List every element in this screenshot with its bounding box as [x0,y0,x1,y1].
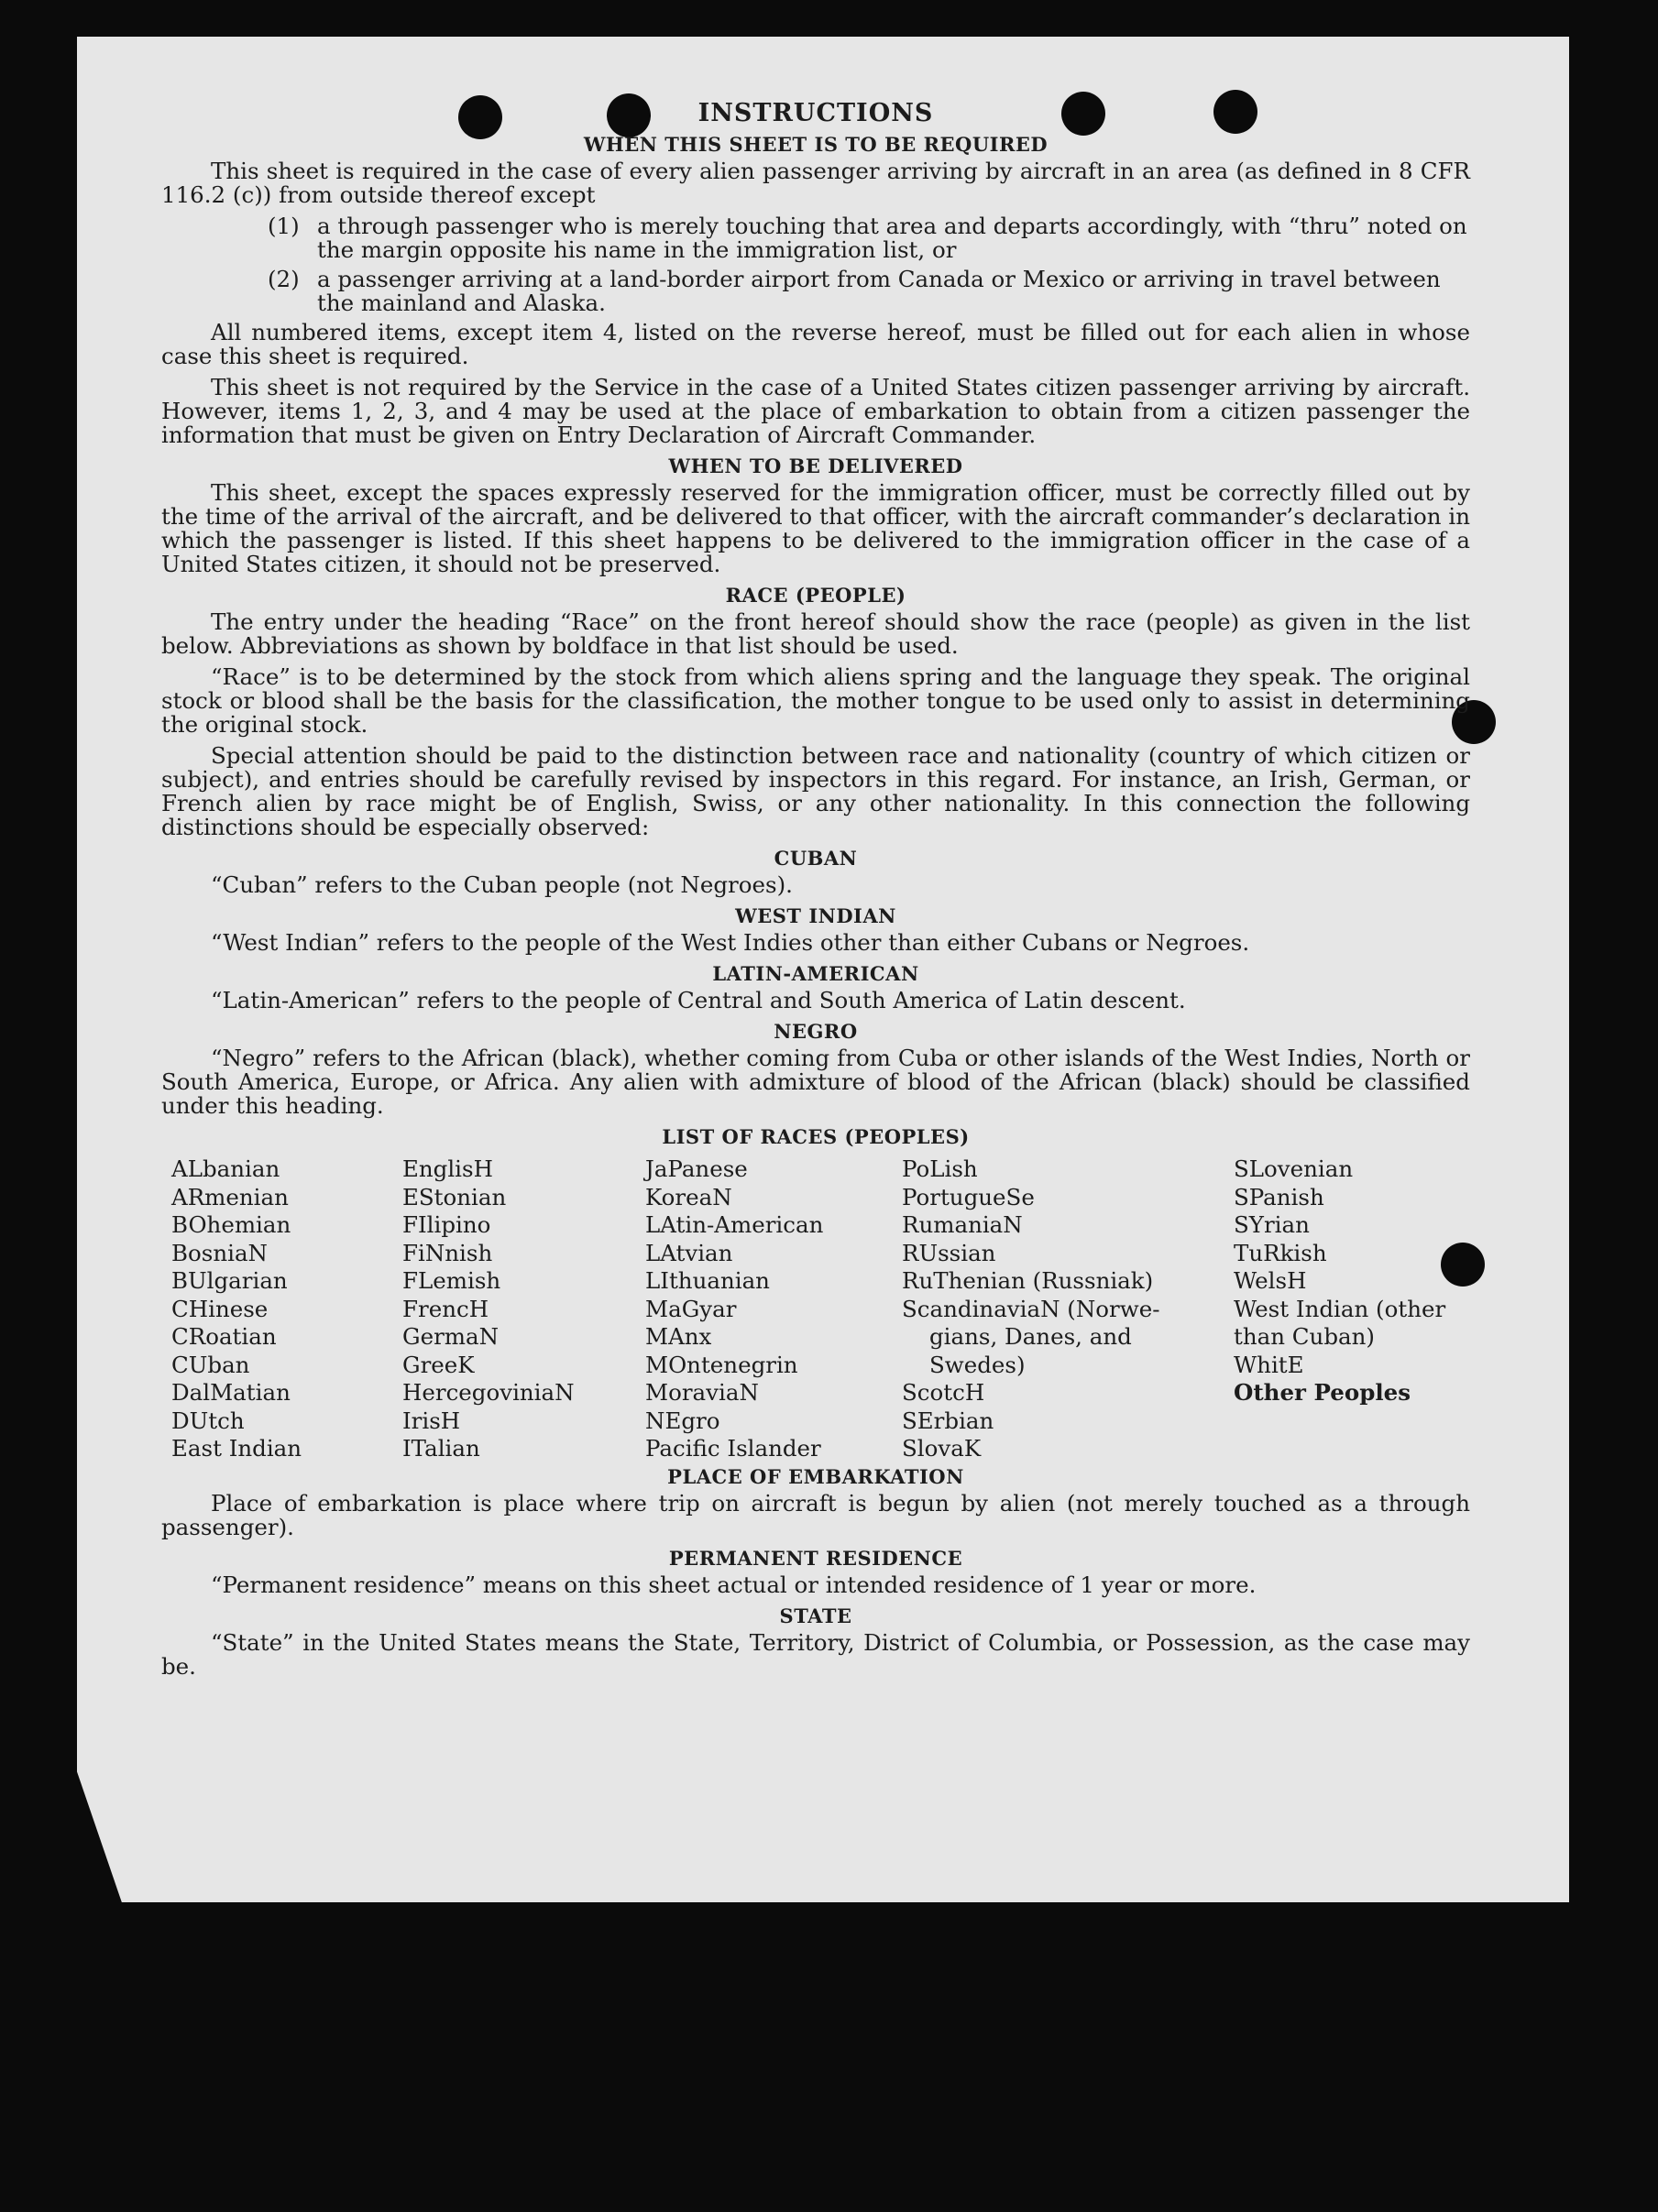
race-entry: ScotcH [902,1379,985,1406]
race-entry: PoLish [902,1155,978,1182]
heading-residence: PERMANENT RESIDENCE [668,1546,963,1570]
heading-list-of-races: LIST OF RACES (PEOPLES) [662,1125,970,1148]
race-entry: ALbanian [171,1155,280,1182]
paragraph-residence: “Permanent residence” means on this sheet actual or intended residence of 1 year or more. [211,1571,1257,1598]
race-entry: LIthuanian [645,1267,770,1294]
race-entry: BOhemian [171,1211,291,1238]
race-entry: LAtin-American [645,1211,824,1238]
race-entry: NEgro [645,1407,720,1434]
document-content [161,99,1470,1686]
heading-race: RACE (PEOPLE) [725,584,906,607]
paragraph-latin-american: “Latin-American” refers to the people of Central and South America of Latin descent. [211,987,1186,1013]
race-entry: ITalian [402,1435,480,1462]
race-entry: than Cuban) [1234,1323,1375,1350]
heading-when-required: WHEN THIS SHEET IS TO BE REQUIRED [583,133,1049,156]
race-entry: PortugueSe [902,1183,1035,1210]
race-entry: MoraviaN [645,1379,759,1406]
race-entry: SErbian [902,1407,994,1434]
race-entry: Other Peoples [1234,1379,1411,1406]
race-entry: GermaN [402,1323,500,1350]
race-entry: MAnx [645,1323,712,1350]
race-entry: GreeK [402,1351,475,1378]
heading-embarkation: PLACE OF EMBARKATION [667,1464,964,1488]
item-number: (2) [268,266,300,292]
paragraph-numbered-items: All numbered items, except item 4, listed on the reverse hereof, must be filled out for each alien in whose case this sheet is required. [161,319,1470,369]
race-entry: WelsH [1234,1267,1307,1294]
race-entry: MaGyar [645,1295,737,1322]
paragraph-state: “State” in the United States means the State, Territory, District of Columbia, or Possession, as the case may be. [161,1628,1470,1680]
race-entry: Swedes) [929,1351,1026,1378]
race-entry: FrencH [402,1295,489,1322]
race-entry: EnglisH [402,1155,493,1182]
race-entry: FIlipino [402,1211,491,1238]
race-entry: MOntenegrin [645,1351,798,1378]
paragraph-delivered: This sheet, except the spaces expressly reserved for the immigration officer, must be correctly filled out by the time of the arrival of the aircraft, and be delivered to that officer, with the aircraft commander’s declaration in which the passenger is listed. If this sheet happens to be delivered to the immigration officer in the case of a United States citizen, it should not be preserved. [161,479,1470,577]
item-text: a passenger arriving at a land-border airport from Canada or Mexico or arriving in travel between the mainland and Alaska. [317,266,1441,316]
race-entry: gians, Danes, and [929,1323,1132,1350]
race-entry: FiNnish [402,1239,493,1266]
races-column [1234,1155,1480,1463]
heading-latin-american: LATIN-AMERICAN [712,962,919,985]
heading-west-indian: WEST INDIAN [735,904,896,927]
race-entry: East Indian [171,1435,302,1462]
race-entry: BosniaN [171,1239,268,1266]
race-entry: KoreaN [645,1183,732,1210]
heading-when-delivered: WHEN TO BE DELIVERED [668,454,963,477]
heading-negro: NEGRO [774,1020,858,1043]
paragraph-race-3: Special attention should be paid to the distinction between race and nationality (country of which citizen or subject), and entries should be carefully revised by inspectors in this regard. For instance, an Irish, German, or French alien by race might be of English, Swiss, or any other nationality. In this connection the following distinctions should be especially observed: [161,742,1470,840]
list-item [268,214,1470,262]
race-entry: CUban [171,1351,250,1378]
race-entry: SLovenian [1234,1155,1354,1182]
paragraph-citizen: This sheet is not required by the Service in the case of a United States citizen passenger arriving by aircraft. However, items 1, 2, 3, and 4 may be used at the place of embarkation to obtain from a citizen passenger the information that must be given on Entry Declaration of Aircraft Commander. [161,374,1470,448]
race-entry: DalMatian [171,1379,291,1406]
paragraph-west-indian: “West Indian” refers to the people of the West Indies other than either Cubans or Negroes. [211,929,1250,956]
paragraph-negro: “Negro” refers to the African (black), whether coming from Cuba or other islands of the West Indies, North or South America, Europe, or Africa. Any alien with admixture of blood of the African (black) should be classified under this heading. [161,1045,1470,1119]
paragraph-embarkation: Place of embarkation is place where trip on aircraft is begun by alien (not merely touched as a through passenger). [161,1489,1470,1540]
race-entry: CRoatian [171,1323,277,1350]
race-entry: West Indian (other [1234,1295,1446,1322]
paragraph-race-2: “Race” is to be determined by the stock from which aliens spring and the language they speak. The original stock or blood shall be the basis for the classification, the mother tongue to be used only to assist in determining the original stock. [161,663,1470,738]
paragraph-cuban: “Cuban” refers to the Cuban people (not Negroes). [211,871,793,898]
races-column [402,1155,645,1463]
race-entry: RUssian [902,1239,996,1266]
race-entry: RumaniaN [902,1211,1023,1238]
race-entry: WhitE [1234,1351,1304,1378]
list-item [268,268,1470,315]
race-entry: Pacific Islander [645,1435,821,1462]
race-entry: TuRkish [1234,1239,1327,1266]
race-entry: RuThenian (Russniak) [902,1267,1154,1294]
race-entry: SlovaK [902,1435,982,1462]
races-column [902,1155,1234,1463]
race-entry: SPanish [1234,1183,1324,1210]
paragraph-intro: This sheet is required in the case of every alien passenger arriving by aircraft in an area (as defined in 8 CFR 116.2 (c)) from outside thereof except [161,158,1470,208]
paragraph-race-1: The entry under the heading “Race” on the front hereof should show the race (people) as given in the list below. Abbreviations as shown by boldface in that list should be used. [161,608,1470,659]
race-entry: LAtvian [645,1239,733,1266]
item-number: (1) [268,213,300,239]
race-entry: IrisH [402,1407,461,1434]
race-entry: FLemish [402,1267,501,1294]
race-entry: ScandinaviaN (Norwe- [902,1295,1160,1322]
race-entry: DUtch [171,1407,245,1434]
race-entry: CHinese [171,1295,269,1322]
race-entry: ARmenian [171,1183,289,1210]
race-entry: JaPanese [645,1155,748,1182]
race-entry: HercegoviniaN [402,1379,575,1406]
race-entry: EStonian [402,1183,507,1210]
race-entry: SYrian [1234,1211,1310,1238]
races-column [645,1155,902,1463]
races-list [171,1155,1470,1463]
heading-cuban: CUBAN [774,847,858,870]
heading-state: STATE [779,1604,852,1627]
item-text: a through passenger who is merely touching that area and departs accordingly, with “thru” noted on the margin opposite his name in the immigration list, or [317,213,1467,263]
race-entry: BUlgarian [171,1267,288,1294]
races-column [171,1155,402,1463]
page-title: INSTRUCTIONS [697,99,934,127]
